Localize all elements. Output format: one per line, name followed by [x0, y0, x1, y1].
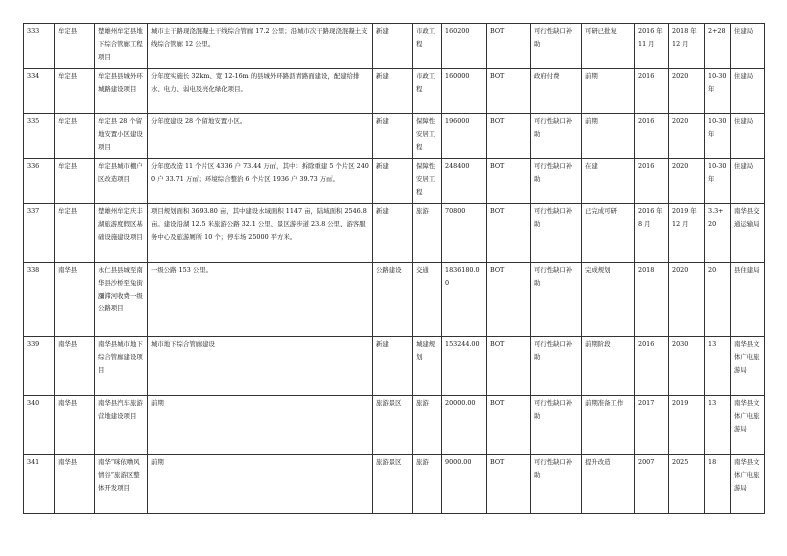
construction-content-cell: 分年度实施长 32km、宽 12-16m 的县城外环路沥青路面建设，配建给排水、电力、弱电及亮化绿化项目。 [148, 69, 373, 114]
industry-cell: 交通 [413, 263, 442, 337]
responsible-department-cell: 住建局 [731, 69, 765, 114]
cooperation-period-cell: 10-30 年 [705, 114, 731, 159]
cooperation-period-cell: 3.3+20 [705, 204, 731, 263]
table-row [24, 455, 765, 514]
construction-content-cell: 分年度改造 11 个片区 4336 户 73.44 万㎡，其中：拆除重建 5 个片区 2400 户 33.71 万㎡；环境综合整治 6 个片区 1936 户 39.73 万㎡。 [148, 159, 373, 204]
responsible-department-cell: 住建局 [731, 24, 765, 69]
county-cell: 牟定县 [55, 69, 95, 114]
return-mechanism-cell: 可行性缺口补助 [531, 396, 582, 455]
investment-cell: 9000.00 [442, 455, 487, 514]
construction-type-cell: 新建 [373, 337, 413, 396]
project-number-cell: 340 [24, 396, 55, 455]
project-name-cell: 楚雄州牟定庆丰湖旅游度假区基础设施建设项目 [95, 204, 148, 263]
progress-stage-cell: 在建 [582, 159, 635, 204]
industry-cell: 城建规划 [413, 337, 442, 396]
industry-cell: 旅游 [413, 455, 442, 514]
project-number-cell: 339 [24, 337, 55, 396]
cooperation-period-cell: 13 [705, 396, 731, 455]
return-mechanism-cell: 可行性缺口补助 [531, 24, 582, 69]
investment-cell: 1836180.00 [442, 263, 487, 337]
investment-cell: 248400 [442, 159, 487, 204]
cooperation-period-cell: 20 [705, 263, 731, 337]
project-number-cell: 338 [24, 263, 55, 337]
return-mechanism-cell: 可行性缺口补助 [531, 337, 582, 396]
return-mechanism-cell: 可行性缺口补助 [531, 263, 582, 337]
investment-cell: 20000.00 [442, 396, 487, 455]
end-date-cell: 2025 [669, 455, 705, 514]
operation-mode-cell: BOT [487, 455, 531, 514]
construction-type-cell: 公路建设 [373, 263, 413, 337]
construction-content-cell: 城市主干路现浇混凝土干线综合管廊 17.2 公里；沿城市次干路现浇混凝土支线综合管廊 12 公里。 [148, 24, 373, 69]
investment-cell: 70800 [442, 204, 487, 263]
project-name-cell: 南华县城市地下综合管廊建设项目 [95, 337, 148, 396]
start-date-cell: 2016 年 11 月 [635, 24, 669, 69]
construction-content-cell: 分年度建设 28 个留地安置小区。 [148, 114, 373, 159]
cooperation-period-cell: 13 [705, 337, 731, 396]
table-row [24, 204, 765, 263]
industry-cell: 市政工程 [413, 24, 442, 69]
table-row [24, 337, 765, 396]
project-name-cell: 牟定县县城外环城路建设项目 [95, 69, 148, 114]
construction-type-cell: 新建 [373, 159, 413, 204]
construction-type-cell: 新建 [373, 204, 413, 263]
cooperation-period-cell: 2+28 [705, 24, 731, 69]
return-mechanism-cell: 可行性缺口补助 [531, 455, 582, 514]
county-cell: 南华县 [55, 263, 95, 337]
construction-content-cell: 城市地下综合管廊建设 [148, 337, 373, 396]
progress-stage-cell: 完成规划 [582, 263, 635, 337]
responsible-department-cell: 南华县交通运输局 [731, 204, 765, 263]
project-number-cell: 341 [24, 455, 55, 514]
responsible-department-cell: 县住建局 [731, 263, 765, 337]
project-number-cell: 337 [24, 204, 55, 263]
operation-mode-cell: BOT [487, 114, 531, 159]
industry-cell: 保障性安居工程 [413, 159, 442, 204]
operation-mode-cell: BOT [487, 69, 531, 114]
industry-cell: 旅游 [413, 396, 442, 455]
progress-stage-cell: 前期阶段 [582, 337, 635, 396]
progress-stage-cell: 可研已批复 [582, 24, 635, 69]
project-number-cell: 336 [24, 159, 55, 204]
investment-cell: 153244.00 [442, 337, 487, 396]
start-date-cell: 2016 [635, 159, 669, 204]
progress-stage-cell: 前期 [582, 114, 635, 159]
project-number-cell: 334 [24, 69, 55, 114]
end-date-cell: 2018 年 12 月 [669, 24, 705, 69]
responsible-department-cell: 住建局 [731, 159, 765, 204]
county-cell: 牟定县 [55, 24, 95, 69]
responsible-department-cell: 南华县文体广电旅游局 [731, 455, 765, 514]
table-row [24, 263, 765, 337]
construction-type-cell: 新建 [373, 24, 413, 69]
table-row [24, 396, 765, 455]
start-date-cell: 2016 [635, 114, 669, 159]
operation-mode-cell: BOT [487, 24, 531, 69]
county-cell: 南华县 [55, 396, 95, 455]
end-date-cell: 2020 [669, 69, 705, 114]
construction-content-cell: 前期 [148, 396, 373, 455]
operation-mode-cell: BOT [487, 396, 531, 455]
construction-type-cell: 旅游景区 [373, 455, 413, 514]
end-date-cell: 2019 年 12 月 [669, 204, 705, 263]
return-mechanism-cell: 政府付费 [531, 69, 582, 114]
construction-type-cell: 旅游景区 [373, 396, 413, 455]
investment-cell: 160200 [442, 24, 487, 69]
return-mechanism-cell: 可行性缺口补助 [531, 204, 582, 263]
cooperation-period-cell: 10-30 年 [705, 69, 731, 114]
start-date-cell: 2007 [635, 455, 669, 514]
industry-cell: 旅游 [413, 204, 442, 263]
investment-cell: 196000 [442, 114, 487, 159]
return-mechanism-cell: 可行性缺口补助 [531, 114, 582, 159]
end-date-cell: 2020 [669, 114, 705, 159]
project-name-cell: 南华县汽车旅游营地建设项目 [95, 396, 148, 455]
project-number-cell: 333 [24, 24, 55, 69]
project-name-cell: 南华“咪依噜风情谷”旅游区整体开发项目 [95, 455, 148, 514]
end-date-cell: 2019 [669, 396, 705, 455]
table-row [24, 69, 765, 114]
project-name-cell: 牟定县 28 个留地安置小区建设项目 [95, 114, 148, 159]
construction-content-cell: 项目规划面积 3693.80 亩，其中建设水域面积 1147 亩，陆域面积 2546.8 亩。建设沿湖 12.5 米旅游公路 32.1 公里、景区游步道 23.8 公里、游客服务中心及旅游厕所 10 个；停车场 25000 平方米。 [148, 204, 373, 263]
progress-stage-cell: 前期 [582, 69, 635, 114]
table-row [24, 114, 765, 159]
start-date-cell: 2017 [635, 396, 669, 455]
project-number-cell: 335 [24, 114, 55, 159]
county-cell: 牟定县 [55, 114, 95, 159]
progress-stage-cell: 前期准备工作 [582, 396, 635, 455]
operation-mode-cell: BOT [487, 159, 531, 204]
project-name-cell: 楚雄州牟定县地下综合管廊工程项目 [95, 24, 148, 69]
progress-stage-cell: 已完成可研 [582, 204, 635, 263]
table-row [24, 159, 765, 204]
table-row [24, 24, 765, 69]
industry-cell: 保障性安居工程 [413, 114, 442, 159]
return-mechanism-cell: 可行性缺口补助 [531, 159, 582, 204]
progress-stage-cell: 提升改造 [582, 455, 635, 514]
county-cell: 南华县 [55, 455, 95, 514]
project-name-cell: 牟定县城市棚户区改造项目 [95, 159, 148, 204]
industry-cell: 市政工程 [413, 69, 442, 114]
investment-cell: 160000 [442, 69, 487, 114]
responsible-department-cell: 南华县文体广电旅游局 [731, 396, 765, 455]
end-date-cell: 2030 [669, 337, 705, 396]
start-date-cell: 2018 [635, 263, 669, 337]
construction-type-cell: 新建 [373, 69, 413, 114]
end-date-cell: 2020 [669, 263, 705, 337]
project-table [23, 23, 765, 514]
cooperation-period-cell: 18 [705, 455, 731, 514]
project-table-page [23, 23, 764, 514]
start-date-cell: 2016 年 8 月 [635, 204, 669, 263]
responsible-department-cell: 住建局 [731, 114, 765, 159]
responsible-department-cell: 南华县文体广电旅游局 [731, 337, 765, 396]
start-date-cell: 2016 [635, 337, 669, 396]
construction-type-cell: 新建 [373, 114, 413, 159]
start-date-cell: 2016 [635, 69, 669, 114]
county-cell: 南华县 [55, 337, 95, 396]
construction-content-cell: 一级公路 153 公里。 [148, 263, 373, 337]
operation-mode-cell: BOT [487, 337, 531, 396]
operation-mode-cell: BOT [487, 263, 531, 337]
operation-mode-cell: BOT [487, 204, 531, 263]
end-date-cell: 2020 [669, 159, 705, 204]
county-cell: 牟定县 [55, 204, 95, 263]
county-cell: 牟定县 [55, 159, 95, 204]
project-name-cell: 永仁县县城至南华县沙桥至兔街瀰滞河收费一级公路项目 [95, 263, 148, 337]
table-body [24, 24, 765, 514]
cooperation-period-cell: 10-30 年 [705, 159, 731, 204]
construction-content-cell: 前期 [148, 455, 373, 514]
